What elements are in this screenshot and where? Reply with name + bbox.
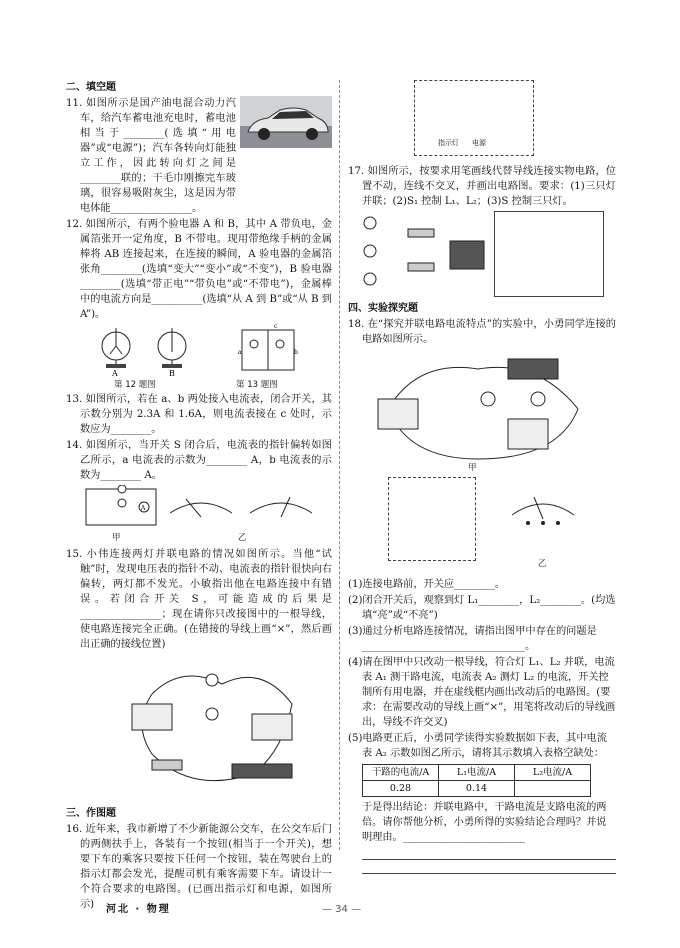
answer-box-18: [388, 477, 476, 561]
question-13: 13. 如图所示，若在 a、b 两处接入电流表，闭合开关，其示数分别为 2.3A 和 1.6A，则电流表接在 c 处时，示数应为________。: [66, 394, 332, 435]
svg-text:a: a: [238, 349, 242, 356]
sub-question-5: (5)电路更正后，小勇同学读得实验数据如下表，其中电流表 A₂ 示数如图乙所示，请将其示数填入表格空缺处：: [348, 733, 607, 759]
table-cell: [515, 781, 591, 797]
circuit-14-diagram: [82, 485, 162, 531]
column-divider: [339, 80, 340, 850]
sub-question-2: (2)闭合开关后，观察到灯 L₁________，L₂________。(均选填“亮”或“不亮”): [348, 595, 616, 621]
ammeter-dial-b: [246, 491, 316, 521]
figure-12-13: [66, 324, 332, 390]
figure-14: [66, 485, 332, 545]
answer-line: [362, 846, 616, 860]
question-15: 15. 小伟连接两灯并联电路的情况如图所示。当他“试触”时，发现电压表的指针不动、电流表的指针很快向右偏转，两灯都不发光。小敏指出他在电路连接中有错误。若闭合开关 S，可能造成的后果是________________；现在请你只改接图中的一根导线，使电路连接完全正确。(在错接的导线上画“×”，然后画出正确的接线位置): [66, 549, 332, 650]
sub-question-1: (1)连接电路前，开关应________。: [348, 579, 506, 590]
source-label: 电源: [472, 139, 486, 147]
right-column: [348, 78, 616, 874]
answer-box-17: [494, 211, 604, 297]
figure-17: [348, 211, 616, 299]
caption-18b: 乙: [538, 559, 547, 569]
table-header: L₂电流/A: [515, 765, 591, 781]
ammeter-dial-18: [508, 489, 578, 529]
svg-text:B: B: [169, 369, 175, 378]
svg-text:A: A: [112, 369, 118, 378]
left-column: [66, 78, 332, 913]
section-experiment: 四、实验探究题: [348, 303, 418, 314]
caption-12: 第 12 题图: [114, 380, 156, 390]
caption-14a: 甲: [112, 533, 121, 543]
lamp-label: 指示灯: [438, 139, 459, 147]
question-14: 14. 如图所示，当开关 S 闭合后，电流表的指针偏转如图乙所示，a 电流表的示数为________ A，b 电流表的示数为________ A。: [66, 440, 332, 481]
table-header: L₁电流/A: [439, 765, 515, 781]
components-17-diagram: [358, 211, 488, 297]
section-fill-blank: 二、填空题: [66, 82, 116, 93]
svg-text:A: A: [141, 505, 146, 512]
table-cell: 0.14: [439, 781, 515, 797]
circuit-15-diagram: [112, 654, 312, 802]
question-16: 16. 近年来，我市新增了不少新能源公交车，在公交车后门的两侧扶手上，各装有一个按钮(相当于一个开关)，想要下车的乘客只要按下任何一个按钮，装在驾驶台上的指示灯都会发光，提醒司机有乘客需要下车。请设计一个符合要求的电路图。(已画出指示灯和电源，如图所示): [66, 824, 332, 910]
figure-18: [348, 349, 616, 575]
table-cell: 0.28: [363, 781, 439, 797]
table-header: 干路的电流/A: [363, 765, 439, 781]
answer-line: [362, 860, 616, 874]
question-17: 17. 如图所示，按要求用笔画线代替导线连接实物电路，位置不动，连线不交叉，并画出电路图。要求：(1)三只灯并联；(2)S₁ 控制 L₁、L₂；(3)S 控制三只灯。: [348, 166, 616, 207]
figure-15: [66, 654, 332, 804]
conclusion-text: 于是得出结论：并联电路中，干路电流是支路电流的两倍。请你帮他分析，小勇所得的实验结论合理吗？并说明理由。________________________: [362, 802, 607, 843]
electroscope-diagram: [92, 324, 202, 378]
section-drawing: 三、作图题: [66, 808, 116, 819]
sub-question-3: (3)通过分析电路连接情况，请指出图甲中存在的问题是________________________________。: [348, 626, 597, 652]
svg-text:c: c: [274, 324, 278, 330]
question-18: 18. 在“探究并联电路电流特点”的实验中，小勇同学连接的电路如图所示。: [348, 319, 616, 345]
circuit-18-diagram: [358, 349, 598, 469]
question-11: 11. 如图所示是国产油电混合动力汽车，给汽车蓄电池充电时，蓄电池相当于________(选填“用电器”或“电源”)；汽车各转向灯能独立工作，因此转向灯之间是________联的；干毛巾刚擦完车玻璃，很容易吸附灰尘，这是因为带电体能________________。: [66, 98, 236, 214]
circuit-13-diagram: [234, 324, 304, 378]
caption-18a: 甲: [468, 463, 477, 473]
page-number: — 34 —: [322, 904, 362, 915]
figure-16-box: [348, 80, 616, 162]
caption-14b: 乙: [238, 533, 247, 543]
car-photo: [240, 96, 332, 148]
ammeter-dial-a: [166, 491, 236, 521]
data-table: [362, 764, 591, 797]
svg-text:b: b: [294, 349, 298, 356]
caption-13: 第 13 题图: [236, 380, 278, 390]
sub-question-4: (4)请在图甲中只改动一根导线，符合灯 L₁、L₂ 并联，电流表 A₁ 测干路电流，电流表 A₂ 测灯 L₂ 的电流，开关控制所有用电器，并在虚线框内画出改动后的电路图。(要求：在需要改动的导线上画“×”，用笔将改动后的导线画出，导线不许交叉): [348, 657, 616, 728]
question-12: 12. 如图所示，有两个验电器 A 和 B，其中 A 带负电，金属箔张开一定角度，B 不带电。现用带绝缘手柄的金属棒将 AB 连接起来，在连接的瞬间，A 验电器的金属箔张角________(选填“变大”“变小”或“不变”)，B 验电器________(选填“带正电”“带负电”或“不带电”)，金属棒中的电流方向是__________(选填“从 A 到 B”或“从 B 到 A”)。: [66, 219, 332, 320]
book-title: 河北 · 物理: [106, 904, 171, 915]
